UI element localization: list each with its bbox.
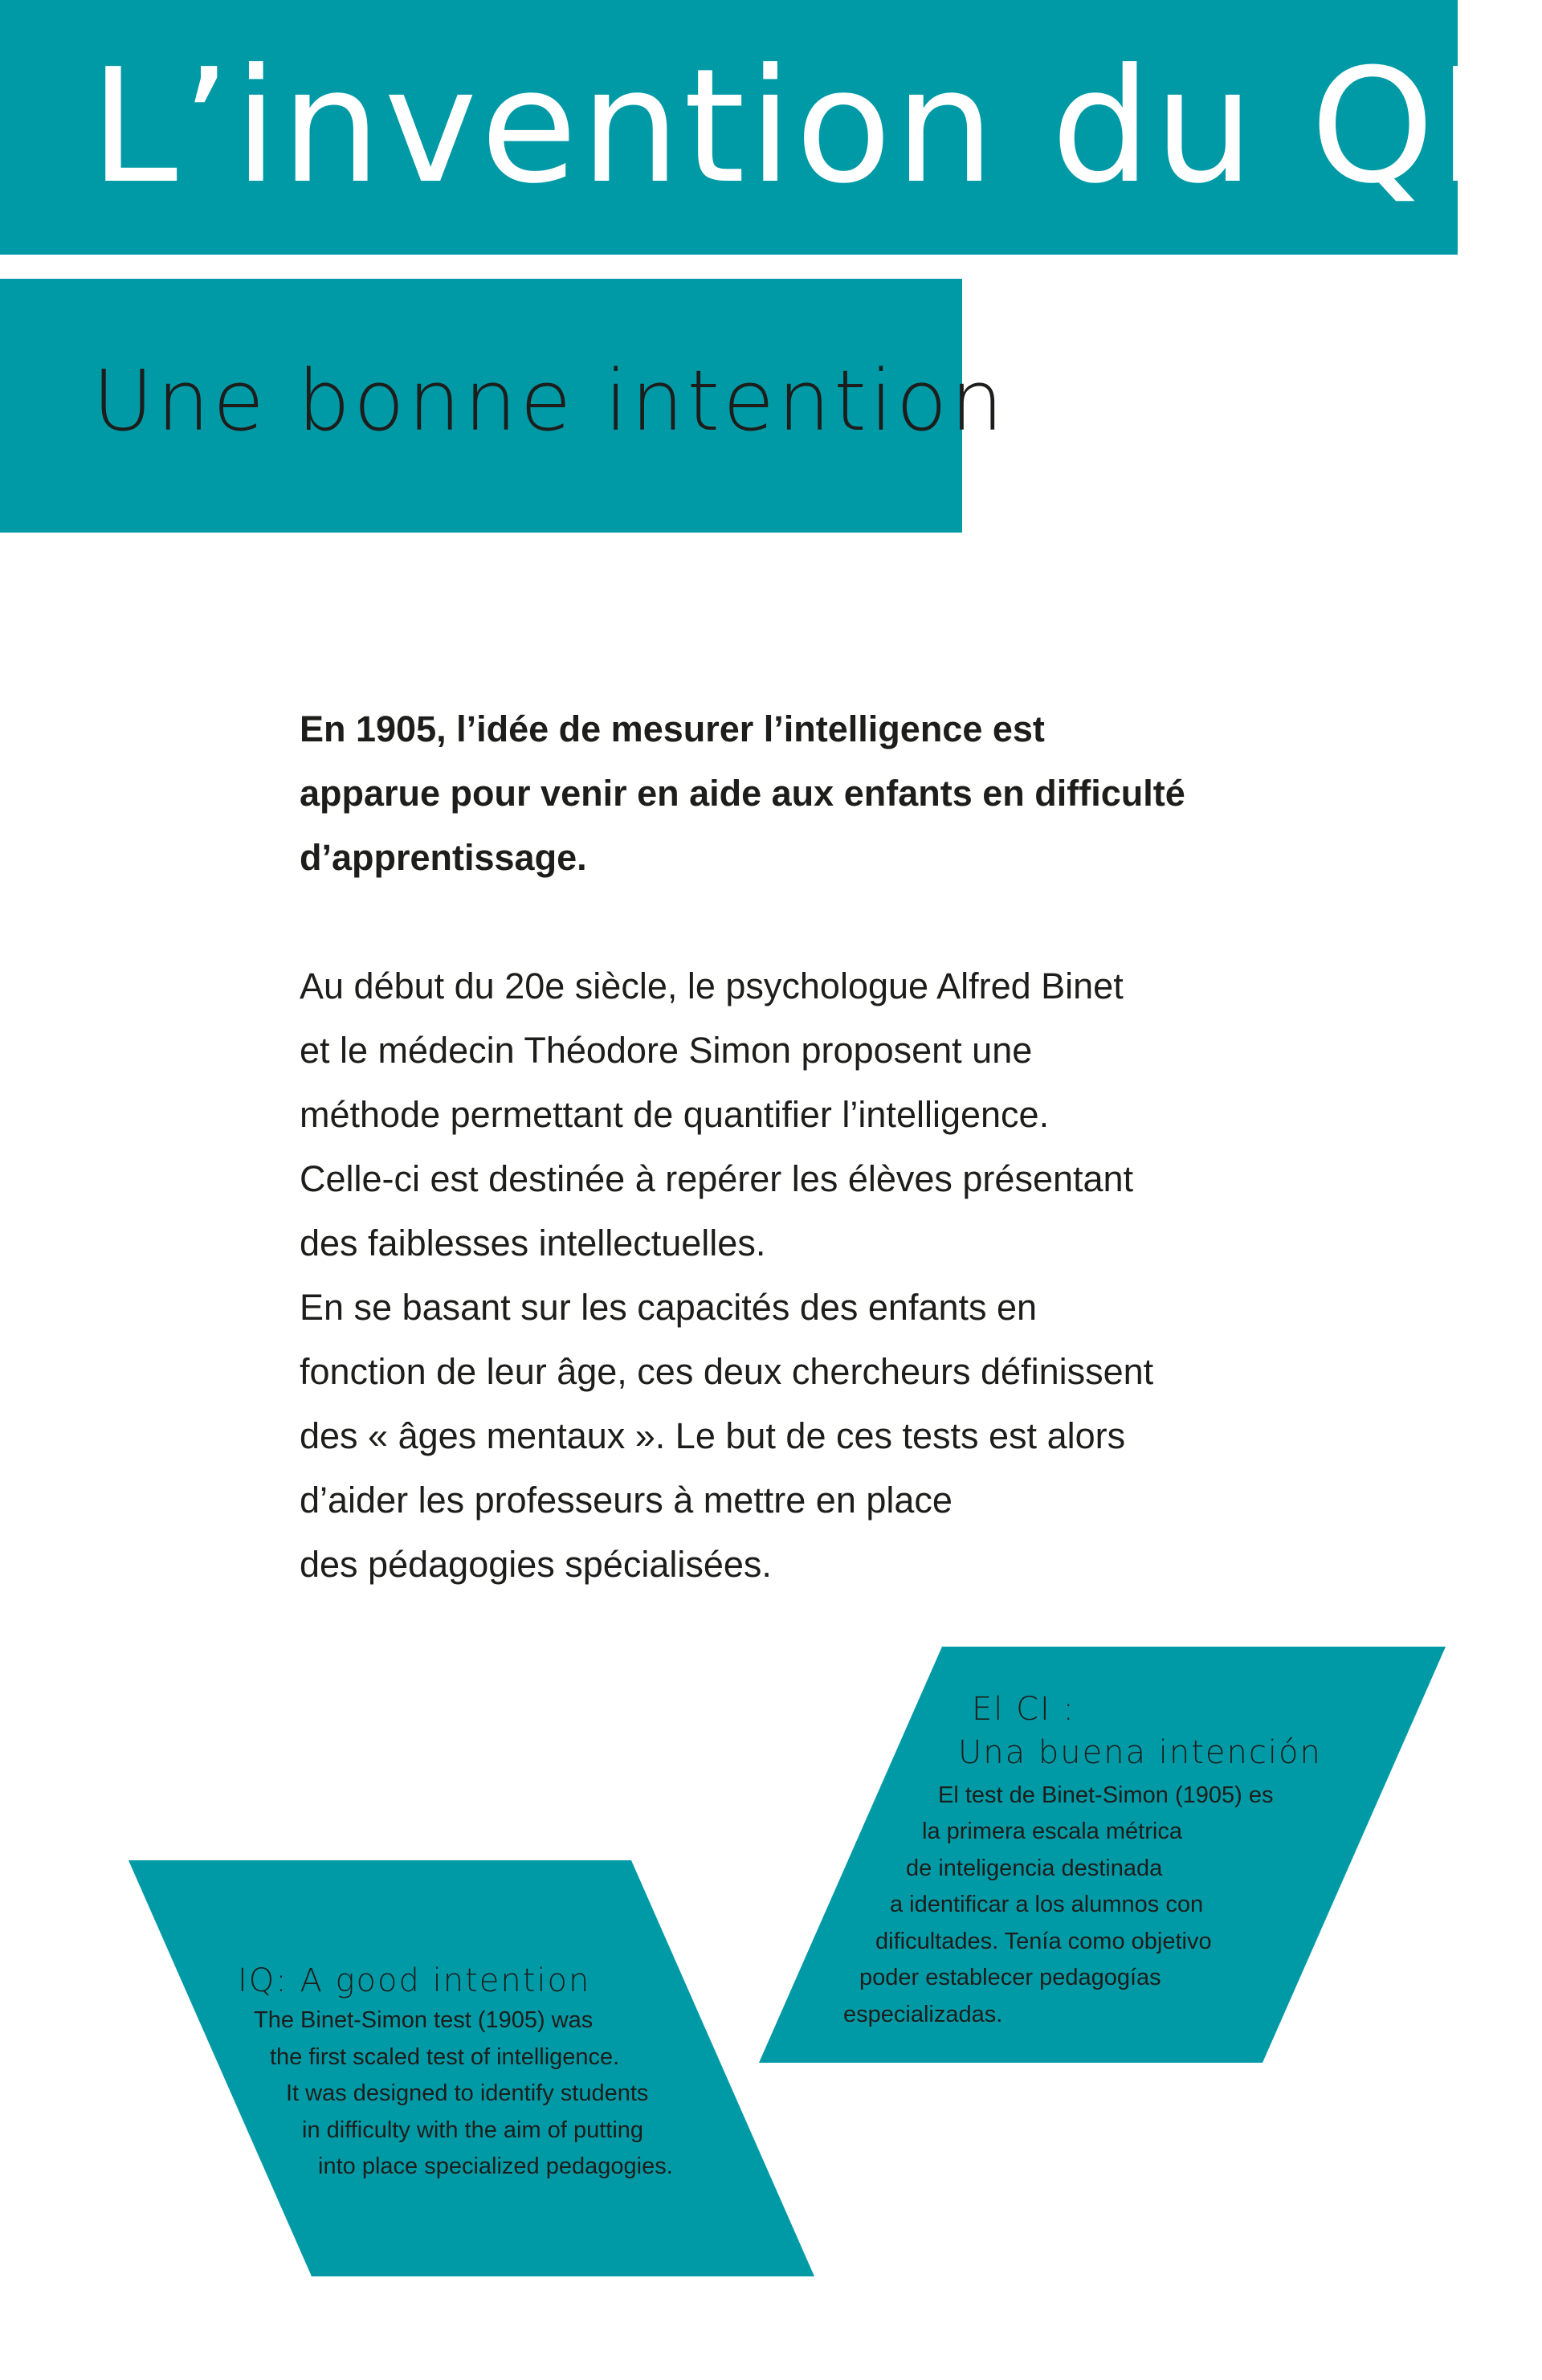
lead-paragraph	[300, 697, 1344, 890]
english-text-line: The Binet-Simon test (1905) was	[254, 2007, 594, 2033]
spanish-text-line: El test de Binet-Simon (1905) es	[938, 1782, 1274, 1808]
spanish-text-line: a identificar a los alumnos con	[890, 1892, 1204, 1917]
spanish-text-line: poder establecer pedagogías	[859, 1965, 1161, 1990]
spanish-heading-line1: El CI :	[972, 1691, 1076, 1728]
body-line: d’aider les professeurs à mettre en place	[300, 1480, 953, 1521]
english-text-line: into place specialized pedagogies.	[318, 2153, 673, 2179]
main-text-block	[300, 697, 1344, 1597]
subtitle-banner	[0, 279, 1007, 533]
body-line: des pédagogies spécialisées.	[300, 1544, 772, 1585]
body-line: fonction de leur âge, ces deux chercheurs définissent	[300, 1351, 1154, 1392]
spanish-heading-line2: Una buena intención	[958, 1734, 1322, 1771]
body-line: et le médecin Théodore Simon proposent une	[300, 1030, 1033, 1071]
body-line: Celle-ci est destinée à repérer les élèves présentant	[300, 1158, 1134, 1199]
lead-line: apparue pour venir en aide aux enfants en difficulté	[300, 773, 1185, 814]
lead-line: En 1905, l’idée de mesurer l’intelligence est	[300, 708, 1045, 749]
body-line: des faiblesses intellectuelles.	[300, 1223, 766, 1263]
body-line: des « âges mentaux ». Le but de ces tests est alors	[300, 1415, 1126, 1456]
english-text-line: in difficulty with the aim of putting	[302, 2117, 644, 2143]
page-title: L’invention du QI	[90, 35, 1487, 218]
lead-line: d’apprentissage.	[300, 837, 587, 878]
english-text-line: It was designed to identify students	[286, 2080, 649, 2106]
body-line: Au début du 20e siècle, le psychologue Alfred Binet	[300, 965, 1124, 1006]
body-line: En se basant sur les capacités des enfants en	[300, 1287, 1038, 1328]
spanish-text-line: especializadas.	[843, 2002, 1003, 2027]
title-banner	[0, 0, 1487, 255]
spanish-text-line: la primera escala métrica	[922, 1819, 1182, 1844]
english-text-line: the first scaled test of intelligence.	[270, 2044, 620, 2070]
english-heading: IQ: A good intention	[238, 1962, 591, 1999]
page-subtitle: Une bonne intention	[92, 352, 1007, 450]
spanish-text-line: dificultades. Tenía como objetivo	[875, 1929, 1212, 1954]
body-paragraph	[300, 954, 1344, 1597]
spanish-text-line: de inteligencia destinada	[906, 1855, 1163, 1881]
body-line: méthode permettant de quantifier l’intelligence.	[300, 1094, 1050, 1135]
